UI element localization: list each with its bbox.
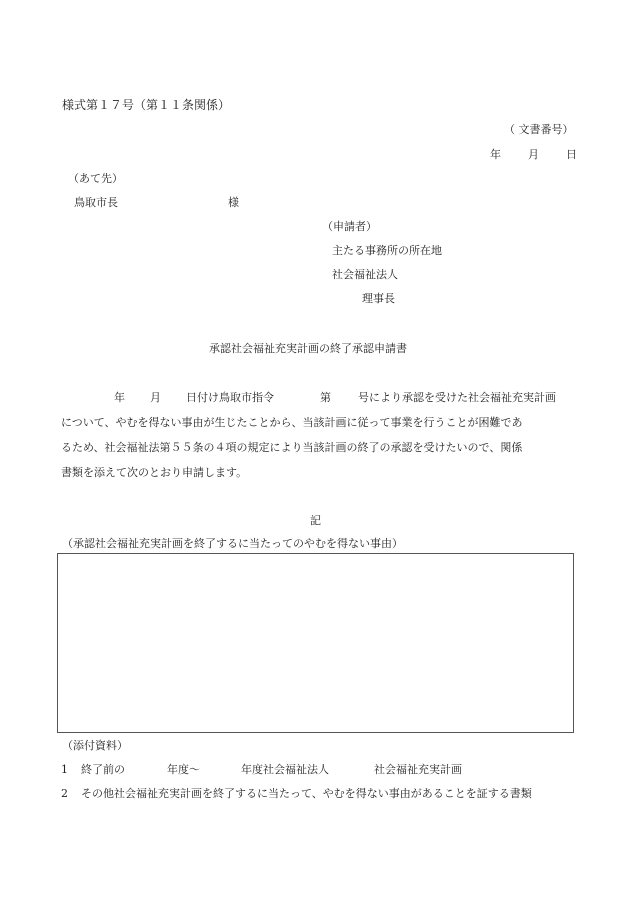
date-month: 月	[528, 148, 539, 161]
addressee-label: （あて先）	[68, 172, 123, 185]
date-year: 年	[490, 148, 501, 161]
addressee-name: 鳥取市長	[74, 196, 118, 209]
attachment-2-text: その他社会福祉充実計画を終了するに当たって、やむを得ない事由があることを証する書類	[81, 787, 532, 800]
body-line-1-day: 日付け鳥取市指令	[186, 391, 274, 404]
body-line-1-month: 月	[150, 391, 161, 404]
body-line-1-rest: 号により承認を受けた社会福祉充実計画	[358, 391, 556, 404]
applicant-label: （申請者）	[322, 220, 377, 233]
reason-box[interactable]	[57, 553, 574, 733]
attachment-1-a: 終了前の	[81, 763, 125, 776]
attachment-1-d: 社会福祉充実計画	[374, 763, 462, 776]
body-line-1-year: 年	[114, 391, 125, 404]
document-number: （ 文書番号）	[504, 123, 574, 136]
form-label: 様式第１７号（第１１条関係）	[62, 98, 231, 112]
applicant-corp: 社会福祉法人	[332, 268, 398, 281]
body-line-4: 書類を添えて次のとおり申請します。	[61, 466, 248, 479]
attachment-1-number: 1	[61, 763, 68, 776]
addressee-honorific: 様	[228, 196, 239, 209]
body-line-2: について、やむを得ない事由が生じたことから、当該計画に従って事業を行うことが困難であ	[61, 416, 523, 429]
attachment-1-b: 年度～	[167, 763, 200, 776]
attachments-heading: （添付資料）	[62, 739, 128, 752]
body-line-3: るため、社会福祉法第５５条の４項の規定により当該計画の終了の承認を受けたいので、関係	[61, 441, 523, 454]
ki-heading: 記	[310, 514, 321, 527]
attachment-2-number: 2	[61, 787, 68, 800]
body-line-1-dai: 第	[320, 391, 331, 404]
applicant-director: 理事長	[362, 292, 395, 305]
attachment-1-c: 年度社会福祉法人	[241, 763, 329, 776]
document-title: 承認社会福祉充実計画の終了承認申請書	[209, 342, 407, 355]
date-day: 日	[566, 148, 577, 161]
reason-heading: （承認社会福祉充実計画を終了するに当たってのやむを得ない事由）	[62, 537, 403, 550]
applicant-address: 主たる事務所の所在地	[332, 244, 442, 257]
